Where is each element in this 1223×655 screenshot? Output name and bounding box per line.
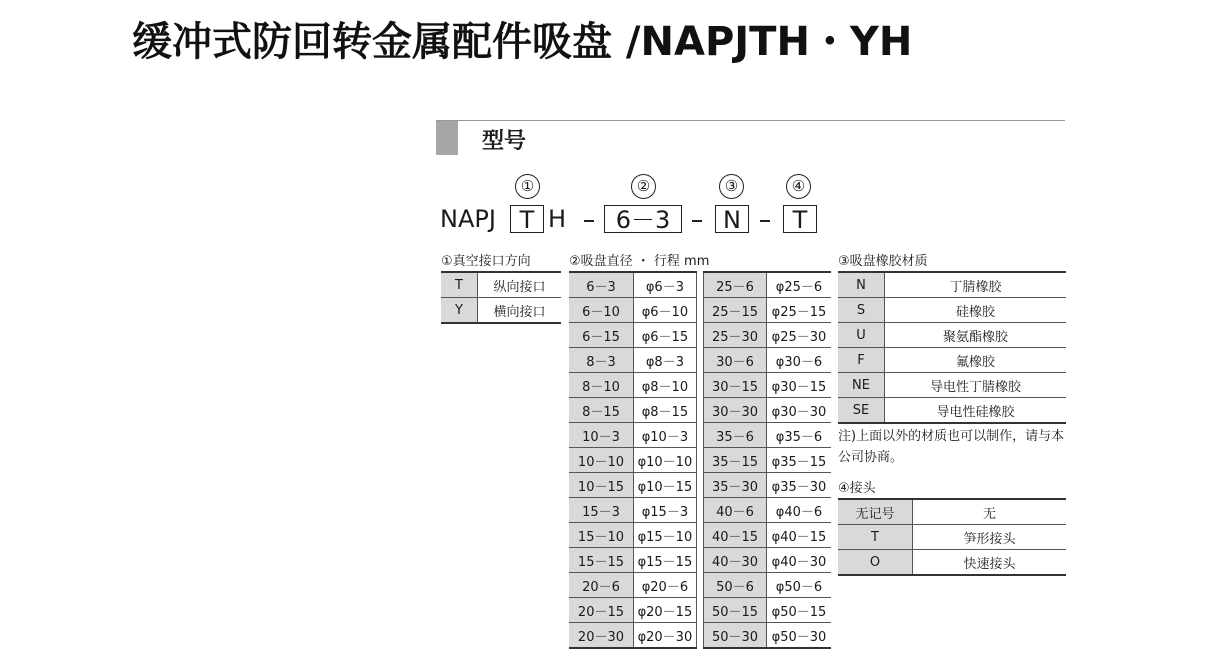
page-title: 缓冲式防回转金属配件吸盘 /NAPJTH・YH <box>132 19 913 65</box>
table-cell: φ30－6 <box>766 348 831 373</box>
section-divider <box>436 120 1065 121</box>
table-cell: NE <box>838 373 885 398</box>
table-cell: 10－3 <box>569 423 633 448</box>
table-row <box>838 499 1066 525</box>
table-row <box>569 548 831 573</box>
table-cell: 40－15 <box>704 523 767 548</box>
table-cell: 聚氨酯橡胶 <box>885 323 1067 348</box>
table-row <box>569 598 831 623</box>
table-cell: 20－6 <box>569 573 633 598</box>
table-cell: φ30－30 <box>766 398 831 423</box>
column-gap <box>696 573 703 598</box>
table-cell: O <box>838 550 913 576</box>
table-cell: φ35－30 <box>766 473 831 498</box>
table-cell: φ50－6 <box>766 573 831 598</box>
table-cell: N <box>838 272 885 298</box>
table-cell: 35－15 <box>704 448 767 473</box>
table-cell: 氟橡胶 <box>885 348 1067 373</box>
column-gap <box>696 373 703 398</box>
table-cell: φ25－15 <box>766 298 831 323</box>
table-cell: T <box>441 272 478 298</box>
code-box-material: N <box>715 205 749 233</box>
table-cell: 20－15 <box>569 598 633 623</box>
fitting-caption: ④接头 <box>838 481 876 496</box>
table-row <box>838 525 1066 550</box>
code-dash-2 <box>692 220 702 222</box>
table-row <box>838 373 1066 398</box>
section-title: 型号 <box>482 129 527 154</box>
table-cell: 导电性硅橡胶 <box>885 398 1067 424</box>
table-cell: T <box>838 525 913 550</box>
table-cell: 50－30 <box>704 623 767 649</box>
table-row <box>569 398 831 423</box>
table-cell: 50－6 <box>704 573 767 598</box>
table-cell: φ15－3 <box>633 498 696 523</box>
table-cell: 25－15 <box>704 298 767 323</box>
code-box-direction: T <box>510 205 544 233</box>
table-row <box>838 398 1066 424</box>
table-row <box>569 573 831 598</box>
direction-caption: ①真空接口方向 <box>441 254 531 269</box>
table-cell: φ6－10 <box>633 298 696 323</box>
table-cell: 横向接口 <box>478 298 562 324</box>
table-cell: 无 <box>913 499 1067 525</box>
column-gap <box>696 272 703 298</box>
marker-3: ③ <box>719 174 744 199</box>
material-note: 注)上面以外的材质也可以制作，请与本公司协商。 <box>838 429 1065 465</box>
table-cell: U <box>838 323 885 348</box>
table-row <box>569 498 831 523</box>
table-cell: 纵向接口 <box>478 272 562 298</box>
table-cell: φ20－6 <box>633 573 696 598</box>
table-row <box>569 373 831 398</box>
table-row <box>569 523 831 548</box>
table-cell: 30－15 <box>704 373 767 398</box>
table-cell: 硅橡胶 <box>885 298 1067 323</box>
table-cell: φ10－15 <box>633 473 696 498</box>
table-cell: φ40－30 <box>766 548 831 573</box>
table-cell: 6－15 <box>569 323 633 348</box>
column-gap <box>696 498 703 523</box>
code-prefix: NAPJ <box>440 205 496 233</box>
table-cell: 30－30 <box>704 398 767 423</box>
table-cell: 无记号 <box>838 499 913 525</box>
table-cell: 8－15 <box>569 398 633 423</box>
table-cell: Y <box>441 298 478 324</box>
diameter-stroke-table <box>569 271 831 649</box>
marker-2: ② <box>631 174 656 199</box>
table-cell: φ8－10 <box>633 373 696 398</box>
table-cell: 30－6 <box>704 348 767 373</box>
table-cell: φ35－6 <box>766 423 831 448</box>
column-gap <box>696 323 703 348</box>
table-cell: 40－30 <box>704 548 767 573</box>
table-cell: 20－30 <box>569 623 633 649</box>
table-cell: φ15－10 <box>633 523 696 548</box>
table-cell: 35－6 <box>704 423 767 448</box>
table-row <box>838 272 1066 298</box>
section-marker <box>436 121 458 155</box>
table-cell: 15－3 <box>569 498 633 523</box>
table-cell: φ50－30 <box>766 623 831 649</box>
table-cell: φ10－3 <box>633 423 696 448</box>
code-suffix: H <box>548 205 567 233</box>
table-row <box>569 348 831 373</box>
table-cell: SE <box>838 398 885 424</box>
table-row <box>569 473 831 498</box>
table-cell: φ25－6 <box>766 272 831 298</box>
table-row <box>569 323 831 348</box>
table-cell: 8－10 <box>569 373 633 398</box>
table-cell: F <box>838 348 885 373</box>
material-table <box>838 271 1066 424</box>
material-caption: ③吸盘橡胶材质 <box>838 254 928 269</box>
table-cell: 40－6 <box>704 498 767 523</box>
column-gap <box>696 523 703 548</box>
table-row <box>569 623 831 649</box>
table-cell: 丁腈橡胶 <box>885 272 1067 298</box>
table-row <box>838 323 1066 348</box>
table-cell: 导电性丁腈橡胶 <box>885 373 1067 398</box>
table-cell: φ6－3 <box>633 272 696 298</box>
table-cell: 25－6 <box>704 272 767 298</box>
marker-4: ④ <box>786 174 811 199</box>
table-cell: φ6－15 <box>633 323 696 348</box>
table-cell: φ40－6 <box>766 498 831 523</box>
column-gap <box>696 398 703 423</box>
table-row <box>569 423 831 448</box>
table-row <box>441 298 561 324</box>
direction-table <box>441 271 561 324</box>
table-row <box>569 298 831 323</box>
table-cell: 50－15 <box>704 598 767 623</box>
column-gap <box>696 423 703 448</box>
code-dash-1 <box>584 220 594 222</box>
table-cell: φ30－15 <box>766 373 831 398</box>
table-cell: S <box>838 298 885 323</box>
table-cell: 10－15 <box>569 473 633 498</box>
table-cell: 笋形接头 <box>913 525 1067 550</box>
column-gap <box>696 448 703 473</box>
column-gap <box>696 623 703 649</box>
table-row <box>569 448 831 473</box>
table-row <box>838 348 1066 373</box>
marker-1: ① <box>515 174 540 199</box>
table-cell: φ20－30 <box>633 623 696 649</box>
column-gap <box>696 598 703 623</box>
table-cell: 8－3 <box>569 348 633 373</box>
table-row <box>441 272 561 298</box>
table-cell: φ50－15 <box>766 598 831 623</box>
table-row <box>569 272 831 298</box>
column-gap <box>696 348 703 373</box>
table-cell: 25－30 <box>704 323 767 348</box>
table-row <box>838 550 1066 576</box>
table-cell: φ20－15 <box>633 598 696 623</box>
table-cell: 35－30 <box>704 473 767 498</box>
code-box-size: 6－3 <box>604 205 682 233</box>
table-cell: 10－10 <box>569 448 633 473</box>
table-cell: φ8－15 <box>633 398 696 423</box>
column-gap <box>696 548 703 573</box>
table-row <box>838 298 1066 323</box>
table-cell: φ8－3 <box>633 348 696 373</box>
table-cell: φ15－15 <box>633 548 696 573</box>
fitting-table <box>838 498 1066 576</box>
table-cell: φ10－10 <box>633 448 696 473</box>
table-cell: 6－3 <box>569 272 633 298</box>
table-cell: 15－15 <box>569 548 633 573</box>
column-gap <box>696 473 703 498</box>
table-cell: 快速接头 <box>913 550 1067 576</box>
size-caption: ②吸盘直径 ・ 行程 mm <box>569 254 710 269</box>
code-dash-3 <box>760 220 770 222</box>
code-box-fitting: T <box>783 205 817 233</box>
column-gap <box>696 298 703 323</box>
table-cell: φ25－30 <box>766 323 831 348</box>
table-cell: 15－10 <box>569 523 633 548</box>
table-cell: φ40－15 <box>766 523 831 548</box>
table-cell: φ35－15 <box>766 448 831 473</box>
table-cell: 6－10 <box>569 298 633 323</box>
